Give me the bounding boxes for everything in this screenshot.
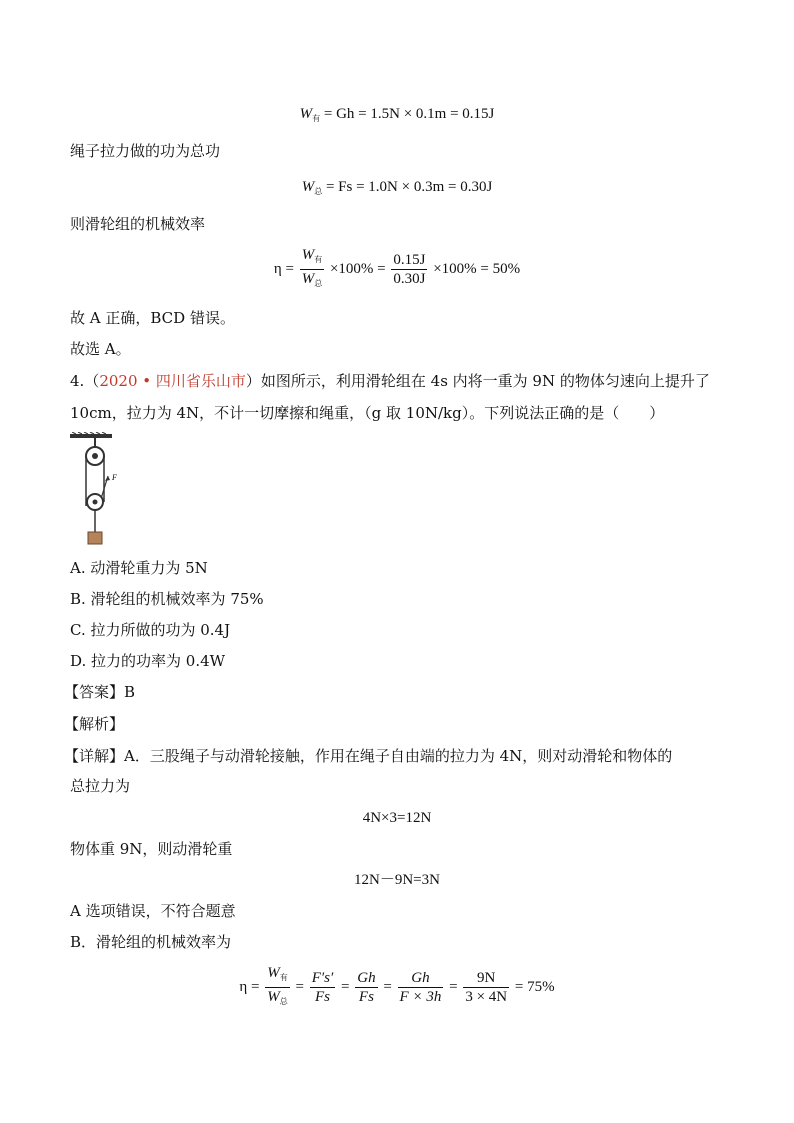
text-total-work: 绳子拉力做的功为总功: [70, 142, 221, 160]
fraction-4: [398, 969, 444, 1006]
equation-mid: ×100% =: [329, 261, 386, 277]
equation-tail: = 75%: [514, 979, 555, 995]
option-b: B. 滑轮组的机械效率为 75%: [70, 590, 264, 608]
f1-den-sub: 总: [279, 997, 288, 1006]
detail-line-1: 【详解】A．三股绳子与动滑轮接触，作用在绳子自由端的拉力为 4N，则对动滑轮和物体的: [64, 747, 673, 765]
detail-line-5: B．滑轮组的机械效率为: [70, 933, 232, 951]
equation-total-work: [0, 177, 794, 202]
ceiling-bar: [70, 434, 112, 438]
question-source: 2020 • 四川省乐山市: [99, 372, 246, 390]
w-symbol: W: [301, 179, 315, 195]
numerator-value: 0.15J: [393, 252, 426, 268]
ceiling-hatch: [72, 432, 106, 434]
fraction-2: [310, 969, 336, 1006]
equation-efficiency-1: [0, 246, 794, 293]
f2-num: F′s′: [311, 970, 334, 986]
numerator: W: [301, 247, 315, 263]
fraction-5: [463, 969, 509, 1006]
f2-den: Fs: [314, 989, 330, 1005]
detail-line-2: 总拉力为: [70, 777, 131, 795]
eta-symbol: η =: [273, 261, 294, 277]
f3-num: Gh: [357, 970, 376, 986]
w-symbol: W: [299, 106, 313, 122]
answer: 【答案】B: [64, 683, 136, 701]
equals-2: =: [341, 979, 350, 995]
force-label: F: [112, 473, 117, 482]
f4-den: F × 3h: [399, 989, 442, 1005]
option-d: D. 拉力的功率为 0.4W: [70, 652, 226, 670]
pulley-figure: [70, 432, 130, 547]
option-c: C. 拉力所做的功为 0.4J: [70, 621, 231, 639]
detail-line-3: 物体重 9N，则动滑轮重: [70, 840, 233, 858]
subscript-useful: 有: [312, 114, 321, 123]
equals-4: =: [449, 979, 458, 995]
detail-line-4: A 选项错误，不符合题意: [70, 902, 236, 920]
equation-useful-work: [0, 104, 794, 129]
subscript-total: 总: [314, 187, 323, 196]
text-choice: 故选 A。: [70, 340, 131, 358]
f1-den: W: [267, 989, 280, 1005]
analysis-label: 【解析】: [64, 715, 125, 733]
text-conclusion: 故 A 正确，BCD 错误。: [70, 309, 235, 327]
question-text: ）如图所示，利用滑轮组在 4s 内将一重为 9N 的物体匀速向上提升了: [245, 372, 710, 390]
movable-pulley-axle: [93, 500, 98, 505]
f1-num-sub: 有: [279, 973, 288, 982]
text-efficiency-intro: 则滑轮组的机械效率: [70, 215, 206, 233]
question-line-2: 10cm，拉力为 4N，不计一切摩擦和绳重，（g 取 10N/kg）。下列说法正确的是（ ）: [70, 404, 665, 422]
f5-num: 9N: [463, 969, 509, 988]
equation-efficiency-2: [0, 964, 794, 1011]
f5-den: 3 × 4N: [465, 989, 508, 1005]
f1-num: W: [267, 965, 280, 981]
fraction-values: [391, 251, 427, 288]
fixed-pulley-axle: [92, 453, 98, 459]
question-number: 4.（: [70, 372, 100, 390]
denominator-sub: 总: [314, 279, 323, 288]
f3-den: Fs: [358, 989, 374, 1005]
equation-tail: ×100% = 50%: [433, 261, 521, 277]
equation-total-force: 4N×3=12N: [362, 810, 432, 826]
fraction-1: [265, 964, 290, 1011]
equation-rhs: = Fs = 1.0N × 0.3m = 0.30J: [322, 179, 493, 195]
equals-3: =: [383, 979, 392, 995]
numerator-sub: 有: [314, 255, 323, 264]
denominator: W: [301, 271, 315, 287]
fraction-3: [355, 969, 377, 1006]
equation-rhs: = Gh = 1.5N × 0.1m = 0.15J: [320, 106, 495, 122]
eta-symbol: η =: [239, 979, 260, 995]
option-a: A. 动滑轮重力为 5N: [70, 559, 208, 577]
equation-pulley-weight: 12N－9N=3N: [354, 872, 440, 888]
equals-1: =: [295, 979, 304, 995]
denominator-value: 0.30J: [393, 271, 426, 287]
fraction-work-ratio: [300, 246, 325, 293]
f4-num: Gh: [411, 970, 430, 986]
question-line-1: [70, 371, 710, 391]
load-block: [88, 532, 102, 544]
